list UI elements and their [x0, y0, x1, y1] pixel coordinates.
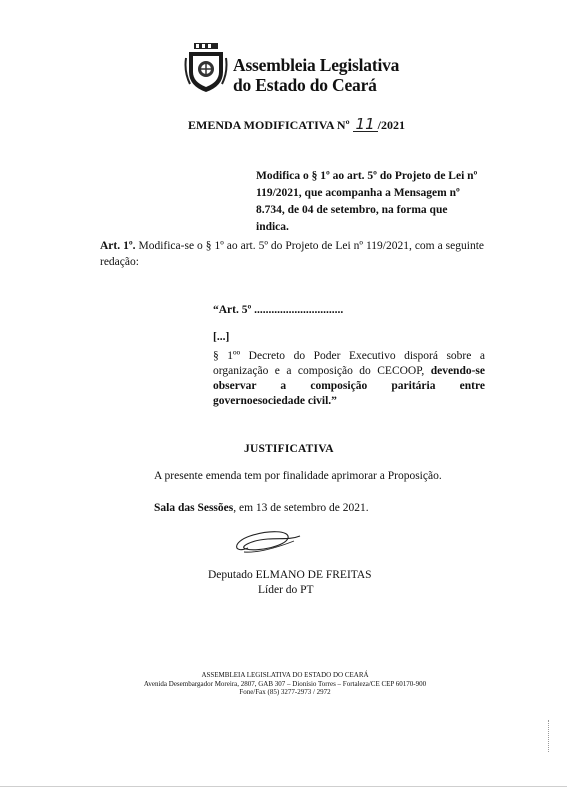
header-org-name: [233, 55, 399, 95]
quote-paragraph: [213, 349, 485, 409]
emenda-title: [188, 117, 405, 133]
footer-line-1: ASSEMBLEIA LEGISLATIVA DO ESTADO DO CEARÁ: [201, 671, 369, 679]
para-normal: § 1ºº Decreto do Poder Executivo disporá sobre a organização e a composição do CECOOP,: [213, 350, 485, 377]
justificativa-title: JUSTIFICATIVA: [244, 443, 334, 455]
footer-address: [120, 671, 450, 697]
emenda-year: /2021: [377, 118, 405, 132]
para-bold: devendo-se observar a composição paritária entre governoesociedade civil.”: [213, 365, 485, 407]
handwritten-signature: [228, 522, 318, 562]
quote-ellipsis: [...]: [213, 331, 230, 343]
signer-name: Deputado ELMANO DE FREITAS: [208, 569, 372, 581]
sala-text: , em 13 de setembro de 2021.: [233, 502, 369, 514]
article-text: Modifica-se o § 1º ao art. 5º do Projeto de Lei nº 119/2021, com a seguinte redação:: [100, 240, 484, 268]
justificativa-text: A presente emenda tem por finalidade aprimorar a Proposição.: [154, 470, 442, 482]
article-label: Art. 1º.: [100, 240, 136, 252]
page-bottom-edge: [0, 786, 567, 787]
emenda-number: 11: [353, 117, 378, 132]
ementa: Modifica o § 1º ao art. 5º do Projeto de Lei nº 119/2021, que acompanha a Mensagem nº 8.734, de 04 de setembro, na forma que indica.: [256, 170, 478, 233]
footer-line-3: Fone/Fax (85) 3277-2973 / 2972: [239, 688, 331, 696]
scan-mark: [548, 720, 551, 752]
footer-line-2: Avenida Desembargador Moreira, 2807, GAB 307 – Dionísio Torres – Fortaleza/CE CEP 60170-900: [143, 679, 427, 688]
org-line-2: do Estado do Ceará: [233, 75, 377, 95]
quote-article-head: “Art. 5º ...............................: [213, 304, 344, 316]
coat-of-arms-icon: [184, 42, 228, 94]
sala-label: Sala das Sessões: [154, 502, 234, 514]
signer-role: Líder do PT: [258, 584, 314, 596]
emenda-prefix: EMENDA MODIFICATIVA Nº: [188, 118, 350, 132]
sala-date-line: [154, 502, 369, 514]
org-line-1: Assembleia Legislativa: [233, 55, 400, 75]
article-1: [100, 238, 484, 270]
